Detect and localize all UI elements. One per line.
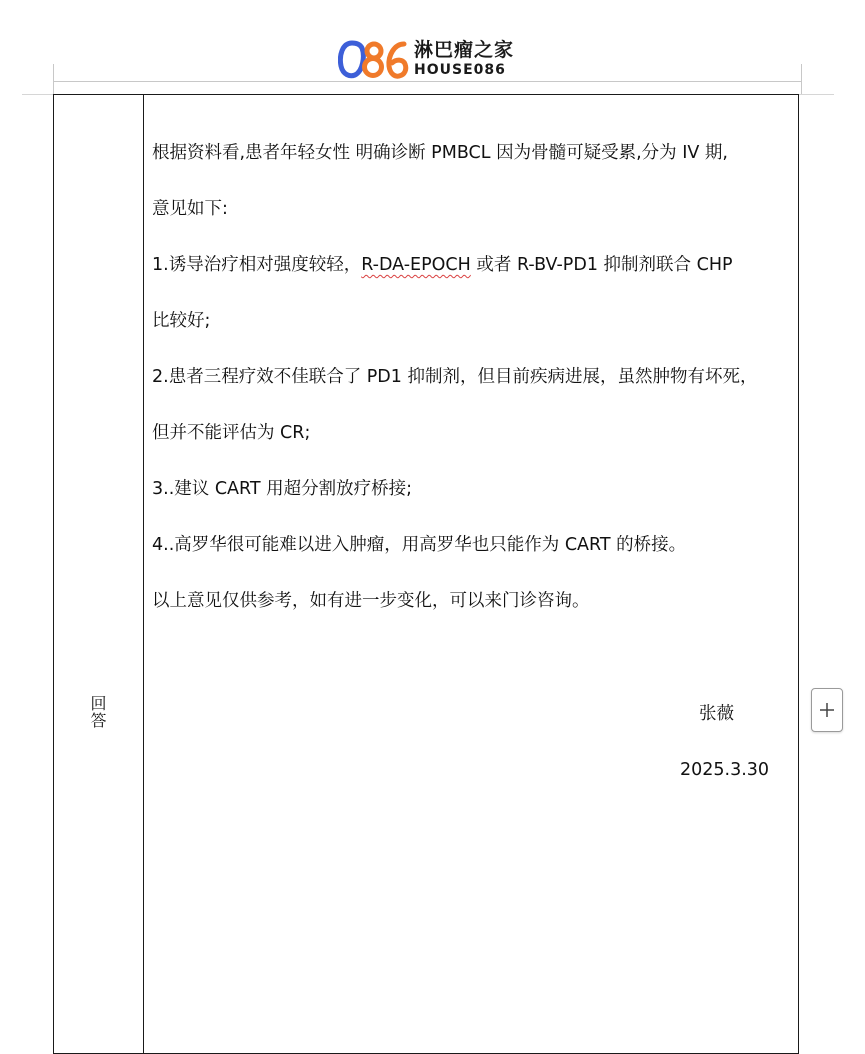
answer-line: 意见如下: — [152, 199, 228, 219]
answer-line: 2.患者三程疗效不佳联合了 PD1 抑制剂，但目前疾病进展，虽然肿物有坏死， — [152, 367, 758, 387]
site-logo — [338, 38, 514, 80]
line-text: 或者 R-BV-PD1 抑制剂联合 CHP — [470, 255, 733, 275]
answer-line: 根据资料看,患者年轻女性 明确诊断 PMBCL 因为骨髓可疑受累,分为 IV 期, — [152, 143, 728, 163]
logo-chinese-name: 淋巴瘤之家 — [414, 39, 515, 61]
answer-line: 3..建议 CART 用超分割放疗桥接; — [152, 479, 413, 499]
answer-line: 4..高罗华很可能难以进入肿瘤，用高罗华也只能作为 CART 的桥接。 — [152, 535, 687, 555]
answer-label-cell — [54, 695, 143, 729]
label-char: 回 — [90, 694, 107, 713]
plus-icon — [818, 701, 836, 719]
add-row-button[interactable] — [811, 688, 843, 732]
logo-086-mark — [338, 38, 410, 80]
label-char: 答 — [90, 711, 107, 730]
logo-english-name: HOUSE086 — [414, 62, 506, 78]
margin-mark-right — [801, 64, 802, 94]
header-rule — [53, 81, 801, 82]
answer-line: 以上意见仅供参考，如有进一步变化，可以来门诊咨询。 — [152, 591, 590, 611]
margin-mark-left — [53, 64, 54, 94]
answer-line: 但并不能评估为 CR; — [152, 423, 311, 443]
signature-date: 2025.3.30 — [680, 760, 770, 780]
column-divider — [143, 95, 144, 1053]
spellcheck-flagged-word[interactable]: R-DA-EPOCH — [361, 255, 471, 275]
answer-line: 比较好; — [152, 311, 211, 331]
answer-table — [53, 94, 799, 1054]
signature-name: 张薇 — [699, 704, 734, 724]
line-text: 1.诱导治疗相对强度较轻， — [152, 255, 362, 275]
answer-line — [152, 253, 733, 277]
